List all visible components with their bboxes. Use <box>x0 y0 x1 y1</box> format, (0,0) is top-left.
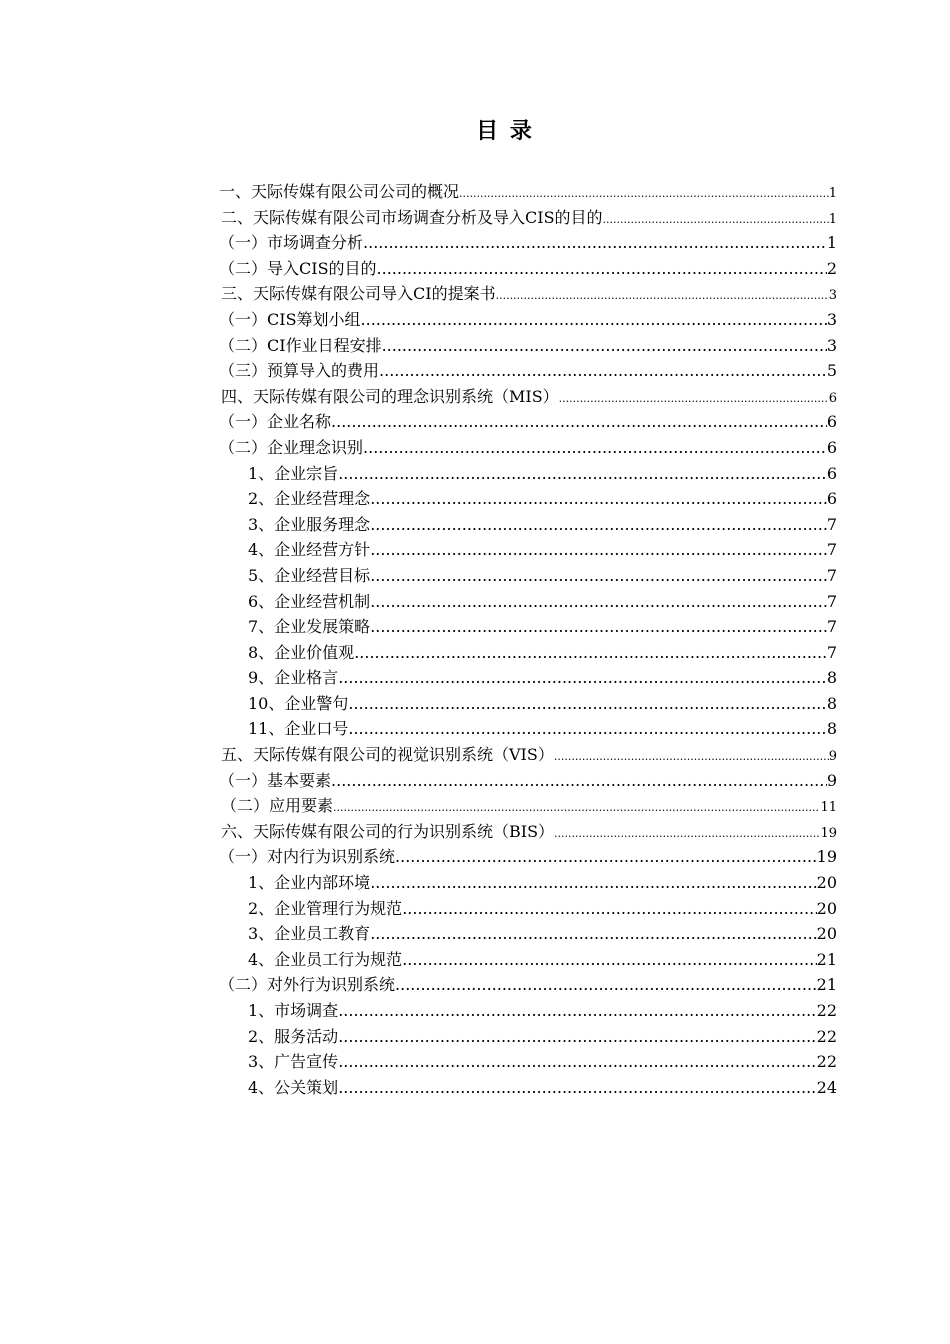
toc-leader-dots <box>554 750 829 763</box>
toc-entry[interactable] <box>219 461 837 487</box>
toc-leader-dots <box>338 1001 816 1020</box>
toc-entry-title: （一）企业名称 <box>219 412 332 432</box>
toc-entry-title: 二、天际传媒有限公司市场调查分析及导入CIS的目的 <box>221 207 603 227</box>
toc-entry-page-number: 21 <box>816 949 837 969</box>
toc-entry-page-number: 9 <box>826 770 837 790</box>
toc-entry-title: （二）应用要素 <box>221 796 334 816</box>
toc-entry-title: 2、服务活动 <box>248 1026 339 1046</box>
toc-entry-title: 五、天际传媒有限公司的视觉识别系统（VIS） <box>221 745 554 765</box>
toc-entry-page-number: 3 <box>828 288 837 304</box>
toc-entry[interactable] <box>219 179 837 205</box>
page-title: 目 录 <box>476 118 534 144</box>
toc-entry-title: 7、企业发展策略 <box>248 617 371 637</box>
toc-leader-dots <box>370 566 827 585</box>
toc-entry[interactable] <box>219 768 837 794</box>
toc-leader-dots <box>354 643 827 662</box>
toc-leader-dots <box>338 668 827 687</box>
toc-entry-title: 3、企业员工教育 <box>248 924 371 944</box>
toc-entry-title: 8、企业价值观 <box>248 642 355 662</box>
toc-entry[interactable] <box>219 742 837 768</box>
toc-entry[interactable] <box>219 921 837 947</box>
toc-entry-title: （一）CIS筹划小组 <box>219 309 361 329</box>
toc-leader-dots <box>370 489 827 508</box>
toc-entry-page-number: 2 <box>826 258 837 278</box>
toc-entry-page-number: 3 <box>826 335 837 355</box>
toc-entry[interactable] <box>219 435 837 461</box>
toc-leader-dots <box>331 412 827 431</box>
toc-leader-dots <box>377 259 827 278</box>
toc-entry[interactable] <box>219 537 837 563</box>
toc-leader-dots <box>338 1027 816 1046</box>
toc-entry-title: （三）预算导入的费用 <box>219 361 380 381</box>
toc-entry-page-number: 24 <box>816 1077 837 1097</box>
toc-entry-title: （一）市场调查分析 <box>219 233 364 253</box>
toc-entry[interactable] <box>219 998 837 1024</box>
toc-leader-dots <box>338 1052 816 1071</box>
toc-entry-page-number: 7 <box>826 591 837 611</box>
toc-leader-dots <box>395 847 817 866</box>
toc-entry[interactable] <box>219 1024 837 1050</box>
toc-entry[interactable] <box>219 691 837 717</box>
toc-leader-dots <box>370 515 827 534</box>
toc-entry[interactable] <box>219 281 837 307</box>
toc-entry-page-number: 6 <box>826 412 837 432</box>
toc-entry[interactable] <box>219 870 837 896</box>
toc-entry[interactable] <box>219 844 837 870</box>
toc-entry-page-number: 20 <box>816 898 837 918</box>
toc-entry-title: （二）CI作业日程安排 <box>219 335 382 355</box>
toc-entry[interactable] <box>219 205 837 231</box>
toc-entry[interactable] <box>219 230 837 256</box>
toc-leader-dots <box>348 719 826 738</box>
toc-leader-dots <box>395 975 817 994</box>
toc-leader-dots <box>496 289 829 302</box>
toc-entry-title: 4、公关策划 <box>248 1077 339 1097</box>
toc-entry[interactable] <box>219 563 837 589</box>
toc-entry[interactable] <box>219 972 837 998</box>
toc-entry[interactable] <box>219 1075 837 1101</box>
toc-entry[interactable] <box>219 589 837 615</box>
toc-entry-title: 9、企业格言 <box>248 668 339 688</box>
toc-entry-page-number: 19 <box>816 847 837 867</box>
toc-entry[interactable] <box>219 1049 837 1075</box>
toc-entry-page-number: 7 <box>826 514 837 534</box>
toc-entry-page-number: 3 <box>826 309 837 329</box>
toc-entry-title: （一）对内行为识别系统 <box>219 847 396 867</box>
toc-leader-dots <box>370 924 816 943</box>
toc-entry-page-number: 20 <box>816 873 837 893</box>
toc-entry-title: 3、广告宣传 <box>248 1052 339 1072</box>
toc-entry[interactable] <box>219 947 837 973</box>
toc-entry[interactable] <box>219 614 837 640</box>
toc-entry-page-number: 8 <box>826 719 837 739</box>
toc-leader-dots <box>382 336 827 355</box>
toc-entry[interactable] <box>219 793 837 819</box>
toc-entry-title: （一）基本要素 <box>219 770 332 790</box>
toc-entry-page-number: 6 <box>826 437 837 457</box>
toc-entry[interactable] <box>219 384 837 410</box>
toc-entry-page-number: 22 <box>816 1052 837 1072</box>
toc-leader-dots <box>370 540 827 559</box>
toc-leader-dots <box>370 873 816 892</box>
toc-leader-dots <box>379 361 827 380</box>
toc-entry-title: （二）企业理念识别 <box>219 437 364 457</box>
toc-leader-dots <box>402 899 816 918</box>
toc-entry-page-number: 1 <box>828 211 837 227</box>
toc-entry-page-number: 1 <box>828 186 837 201</box>
toc-leader-dots <box>363 233 827 252</box>
toc-entry[interactable] <box>219 358 837 384</box>
toc-entry-title: 11、企业口号 <box>248 719 349 739</box>
toc-entry[interactable] <box>219 665 837 691</box>
toc-entry-title: 1、企业内部环境 <box>248 873 371 893</box>
toc-entry-title: 三、天际传媒有限公司导入CI的提案书 <box>221 284 496 304</box>
toc-entry[interactable] <box>219 819 837 845</box>
toc-entry-title: 3、企业服务理念 <box>248 514 371 534</box>
toc-entry[interactable] <box>219 716 837 742</box>
toc-entry-title: 4、企业经营方针 <box>248 540 371 560</box>
toc-entry-title: （二）导入CIS的目的 <box>219 258 377 278</box>
toc-entry[interactable] <box>219 333 837 359</box>
toc-leader-dots <box>338 464 827 483</box>
toc-entry-title: （二）对外行为识别系统 <box>219 975 396 995</box>
toc-entry-page-number: 20 <box>816 924 837 944</box>
toc-entry-page-number: 8 <box>826 693 837 713</box>
toc-entry[interactable] <box>219 409 837 435</box>
toc-entry-page-number: 11 <box>820 800 837 816</box>
toc-entry-page-number: 6 <box>826 463 837 483</box>
table-of-contents <box>219 179 837 1100</box>
toc-leader-dots <box>331 771 827 790</box>
toc-entry[interactable] <box>219 640 837 666</box>
toc-leader-dots <box>363 438 827 457</box>
toc-entry-page-number: 8 <box>826 668 837 688</box>
toc-leader-dots <box>459 187 829 200</box>
toc-entry-page-number: 1 <box>826 233 837 253</box>
toc-leader-dots <box>361 310 827 329</box>
toc-entry-title: 4、企业员工行为规范 <box>248 949 403 969</box>
toc-entry-page-number: 7 <box>826 540 837 560</box>
toc-entry-page-number: 7 <box>826 642 837 662</box>
toc-entry-page-number: 21 <box>816 975 837 995</box>
toc-entry[interactable] <box>219 512 837 538</box>
toc-entry[interactable] <box>219 256 837 282</box>
toc-entry[interactable] <box>219 486 837 512</box>
toc-entry-page-number: 19 <box>820 825 837 841</box>
toc-leader-dots <box>333 801 820 814</box>
toc-entry-page-number: 22 <box>816 1001 837 1020</box>
toc-entry-title: 5、企业经营目标 <box>248 565 371 585</box>
toc-entry-page-number: 6 <box>828 390 837 406</box>
toc-leader-dots <box>559 392 829 405</box>
toc-leader-dots <box>402 950 816 969</box>
toc-entry-title: 6、企业经营机制 <box>248 591 371 611</box>
toc-leader-dots <box>554 827 820 840</box>
toc-entry-title: 1、市场调查 <box>248 1001 339 1020</box>
toc-leader-dots <box>603 213 829 226</box>
toc-entry[interactable] <box>219 307 837 333</box>
toc-entry[interactable] <box>219 896 837 922</box>
toc-entry-title: 2、企业经营理念 <box>248 489 371 509</box>
toc-entry-page-number: 5 <box>826 361 837 381</box>
toc-entry-title: 一、天际传媒有限公司公司的概况 <box>219 182 460 201</box>
toc-entry-page-number: 22 <box>816 1026 837 1046</box>
toc-entry-page-number: 9 <box>828 749 837 765</box>
toc-entry-title: 1、企业宗旨 <box>248 463 339 483</box>
toc-entry-page-number: 6 <box>826 489 837 509</box>
toc-entry-title: 六、天际传媒有限公司的行为识别系统（BIS） <box>221 821 555 841</box>
toc-leader-dots <box>338 1078 816 1097</box>
toc-entry-title: 2、企业管理行为规范 <box>248 898 403 918</box>
toc-entry-page-number: 7 <box>826 617 837 637</box>
toc-entry-title: 10、企业警句 <box>248 693 349 713</box>
toc-entry-page-number: 7 <box>826 565 837 585</box>
toc-leader-dots <box>348 694 826 713</box>
toc-leader-dots <box>370 617 827 636</box>
toc-entry-title: 四、天际传媒有限公司的理念识别系统（MIS） <box>221 386 559 406</box>
toc-leader-dots <box>370 592 827 611</box>
